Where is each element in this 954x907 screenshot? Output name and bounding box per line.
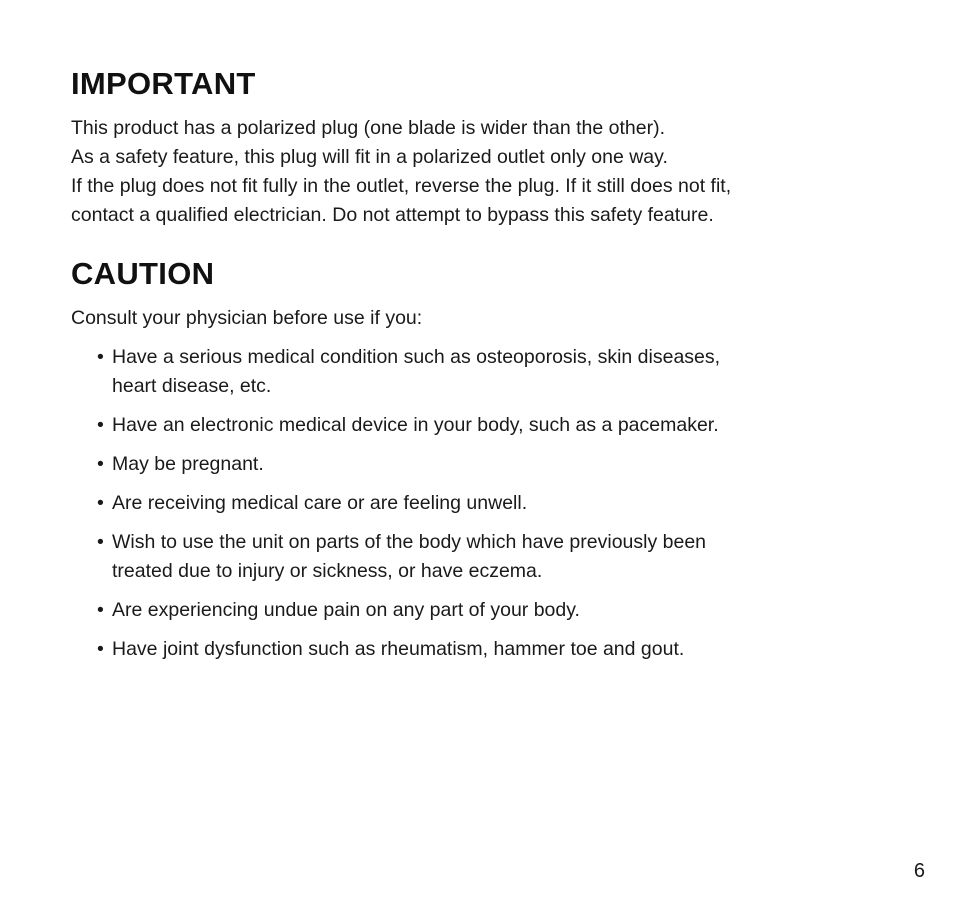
bullet-icon: • xyxy=(97,638,104,660)
important-line: If the plug does not fit fully in the outlet, reverse the plug. If it still does not fit, xyxy=(71,175,732,197)
important-line: As a safety feature, this plug will fit in a polarized outlet only one way. xyxy=(71,146,668,168)
caution-item-line: May be pregnant. xyxy=(112,453,264,475)
page-number: 6 xyxy=(913,860,925,882)
caution-list-item xyxy=(97,343,871,401)
caution-intro: Consult your physician before use if you: xyxy=(71,307,423,329)
caution-item-line: Wish to use the unit on parts of the body which have previously been xyxy=(112,531,707,553)
important-heading: IMPORTANT xyxy=(71,66,256,101)
caution-item-line: heart disease, etc. xyxy=(112,375,272,397)
caution-item-line: treated due to injury or sickness, or have eczema. xyxy=(112,560,543,582)
important-line: contact a qualified electrician. Do not attempt to bypass this safety feature. xyxy=(71,204,714,226)
bullet-icon: • xyxy=(97,599,104,621)
caution-list-item xyxy=(97,411,871,440)
caution-heading: CAUTION xyxy=(71,256,215,291)
caution-list-item xyxy=(97,528,871,586)
caution-item-line: Have an electronic medical device in your body, such as a pacemaker. xyxy=(112,414,719,436)
caution-item-line: Have joint dysfunction such as rheumatism, hammer toe and gout. xyxy=(112,638,685,660)
manual-page xyxy=(71,64,871,674)
bullet-icon: • xyxy=(97,531,104,553)
bullet-icon: • xyxy=(97,492,104,514)
caution-list-item xyxy=(97,596,871,625)
caution-item-line: Have a serious medical condition such as osteoporosis, skin diseases, xyxy=(112,346,721,368)
important-section xyxy=(71,64,871,230)
bullet-icon: • xyxy=(97,346,104,368)
important-line: This product has a polarized plug (one blade is wider than the other). xyxy=(71,117,666,139)
caution-item-line: Are receiving medical care or are feeling unwell. xyxy=(112,492,528,514)
bullet-icon: • xyxy=(97,453,104,475)
caution-list xyxy=(71,343,871,664)
caution-list-item xyxy=(97,489,871,518)
caution-section xyxy=(71,254,871,664)
caution-list-item xyxy=(97,635,871,664)
caution-list-item xyxy=(97,450,871,479)
caution-item-line: Are experiencing undue pain on any part of your body. xyxy=(112,599,580,621)
bullet-icon: • xyxy=(97,414,104,436)
important-body xyxy=(71,114,871,230)
